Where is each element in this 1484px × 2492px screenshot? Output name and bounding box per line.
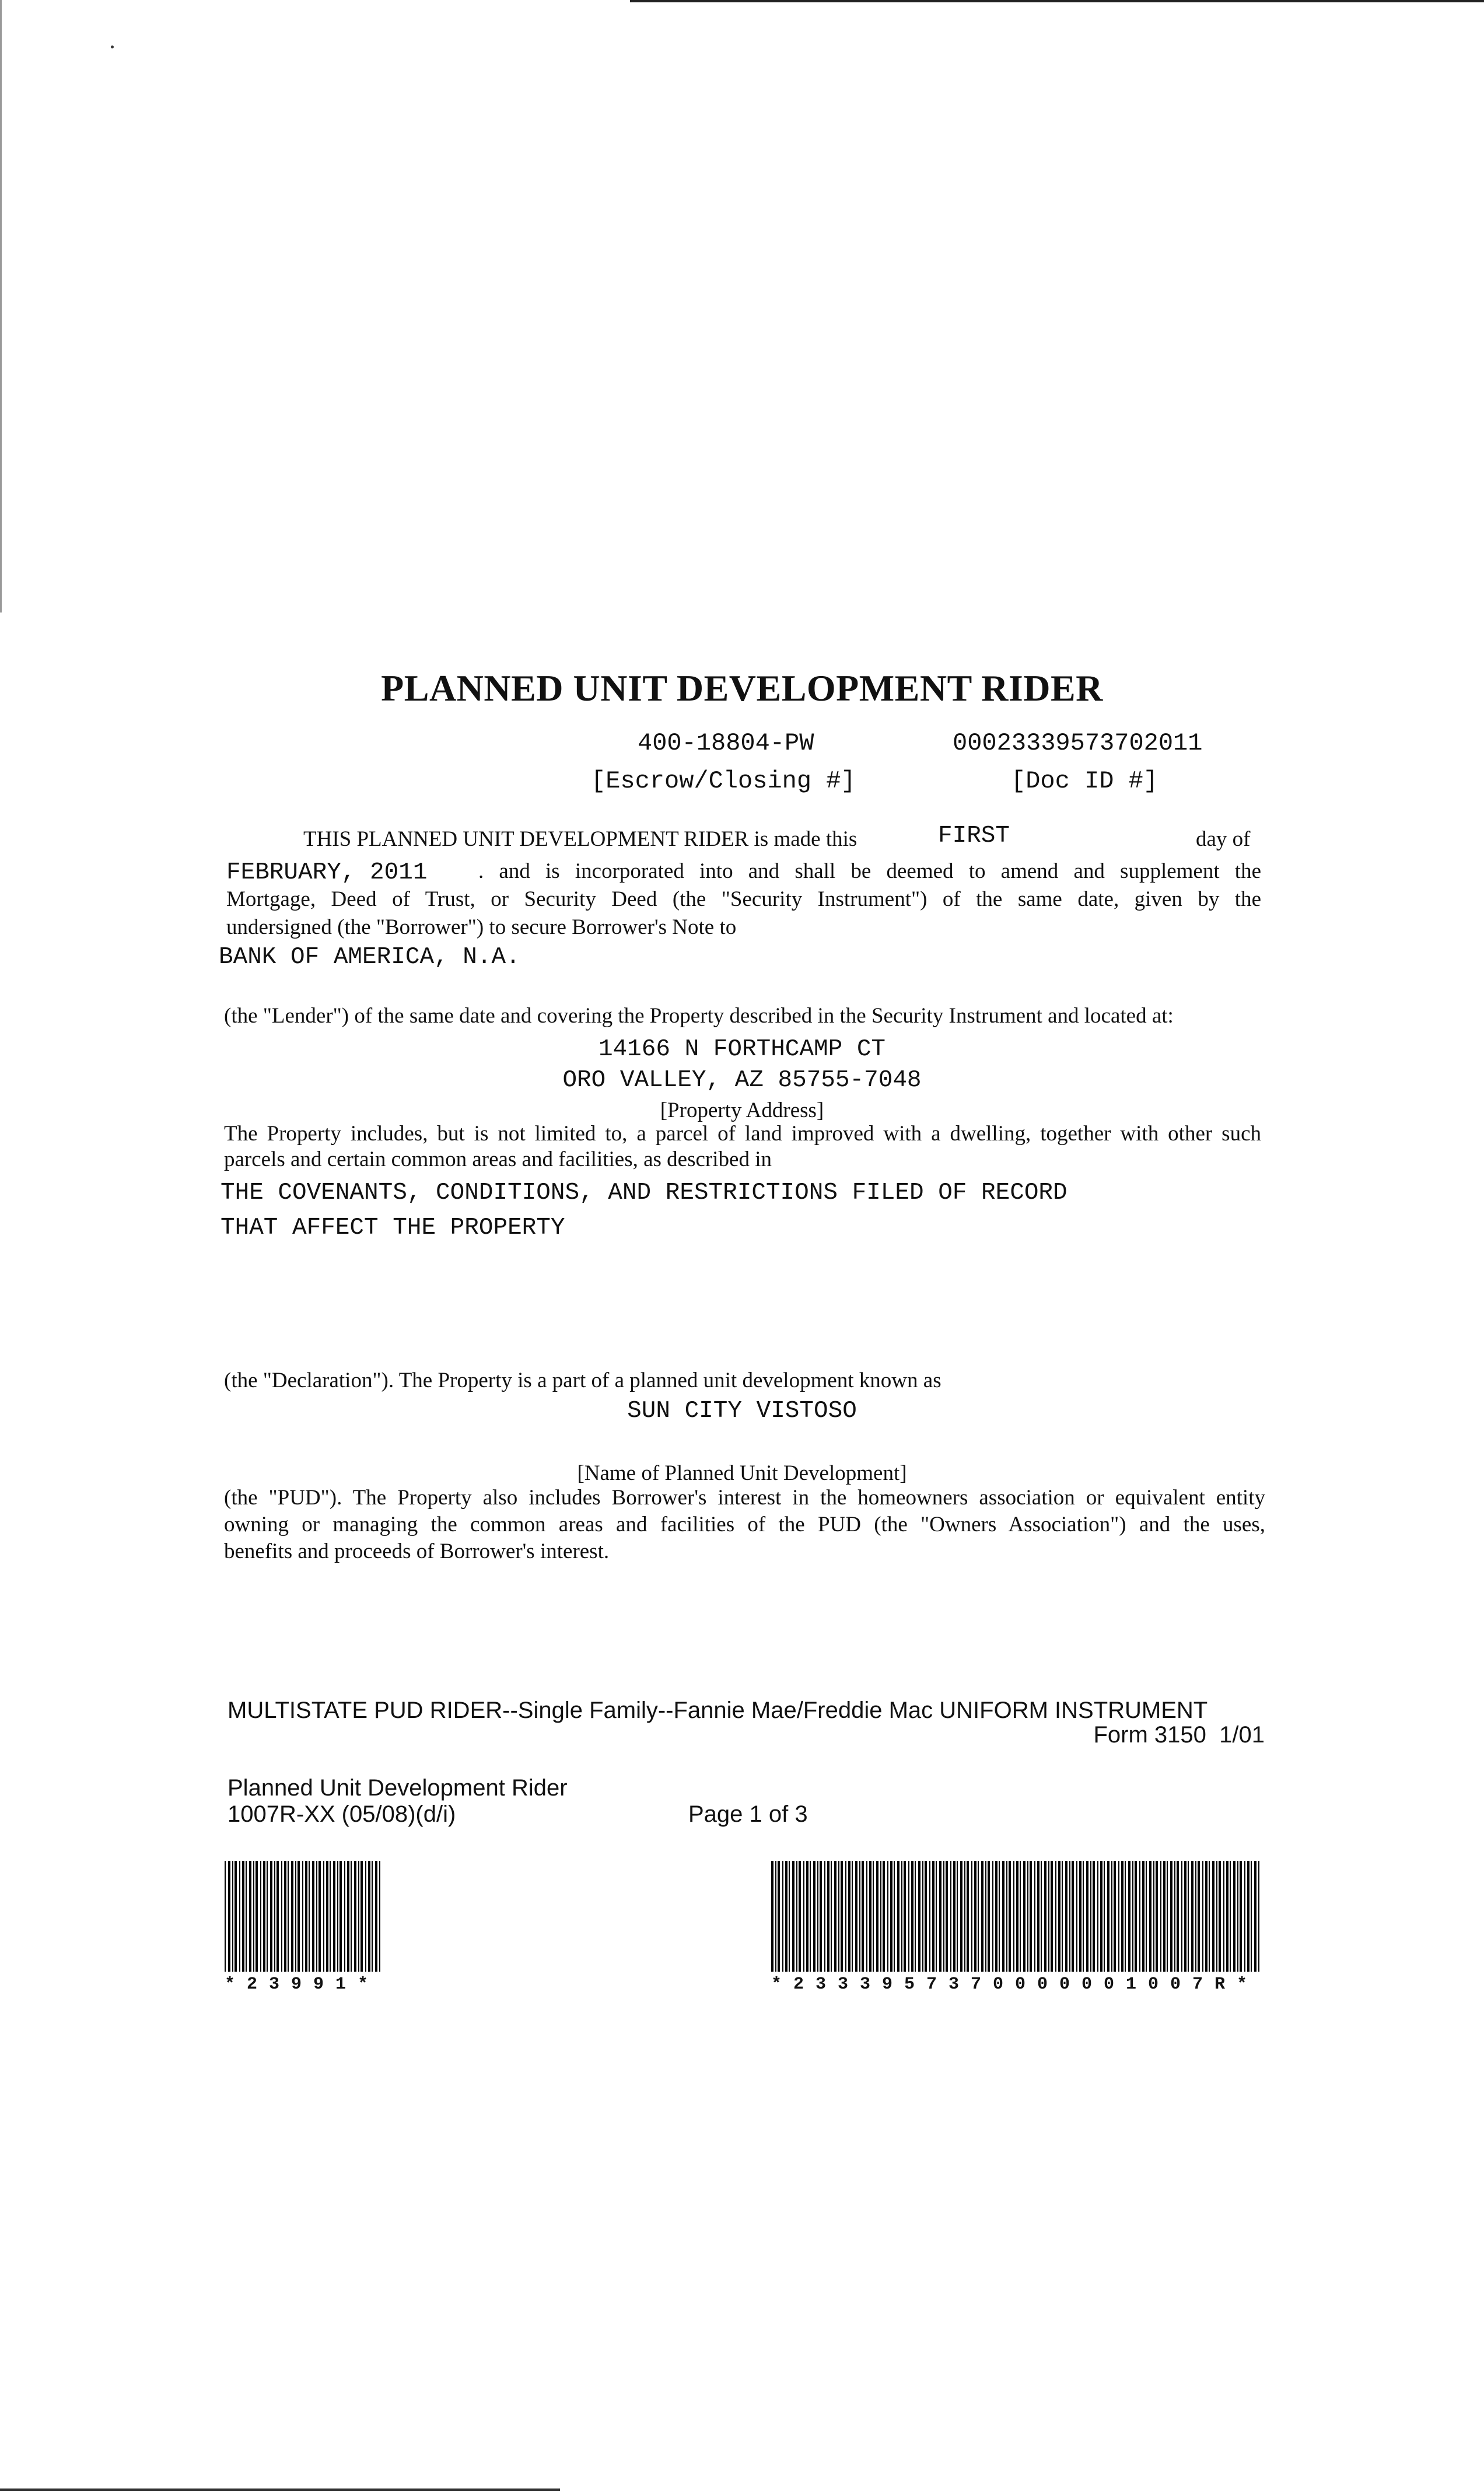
barcode-bar: [246, 1861, 247, 1972]
lender-name: BANK OF AMERICA, N.A.: [219, 944, 520, 971]
barcode-bar: [1048, 1861, 1049, 1972]
barcode-bar: [1198, 1861, 1200, 1972]
barcode-bar: [344, 1861, 345, 1972]
barcode-bar: [1041, 1861, 1042, 1972]
barcode-bar: [1233, 1861, 1236, 1972]
barcode-bar: [302, 1861, 303, 1972]
barcode-bar: [312, 1861, 314, 1972]
doc-id: 00023339573702011: [953, 729, 1203, 757]
barcode-bar: [1149, 1861, 1152, 1972]
barcode-bar: [379, 1861, 380, 1972]
para3-line4: benefits and proceeds of Borrower's interest.: [224, 1539, 610, 1563]
barcode-bar: [918, 1861, 921, 1972]
para3-line2: (the "PUD"). The Property also includes Borrower's interest in the homeowners association or equivalent entity: [224, 1486, 1265, 1510]
barcode-bar: [1107, 1861, 1110, 1972]
barcode-bar: [939, 1861, 942, 1972]
barcode-bar: [1247, 1861, 1250, 1972]
barcode-bar: [873, 1861, 874, 1972]
barcode-bar: [799, 1861, 801, 1972]
para1-lead: THIS PLANNED UNIT DEVELOPMENT RIDER is made this: [303, 827, 858, 851]
barcode-bar: [1016, 1861, 1019, 1972]
barcode-bar: [806, 1861, 808, 1972]
barcode-left-label: *23991*: [225, 1975, 380, 1994]
barcode-bar: [276, 1861, 279, 1972]
barcode-bar: [1212, 1861, 1214, 1972]
barcode-bar: [1079, 1861, 1082, 1972]
barcode-bar: [922, 1861, 923, 1972]
barcode-bar: [225, 1861, 226, 1972]
barcode-bar: [890, 1861, 892, 1972]
para2-line1: (the "Lender") of the same date and covering the Property described in the Security Instrument and located at:: [224, 1004, 1174, 1028]
barcode-bar: [1254, 1861, 1256, 1972]
barcode-bar: [971, 1861, 972, 1972]
barcode-bar: [855, 1861, 858, 1972]
barcode-bar: [992, 1861, 993, 1972]
para1-cont: . and is incorporated into and shall be deemed to amend and supplement the: [478, 859, 1261, 883]
barcode-bar: [253, 1861, 254, 1972]
barcode-bar: [967, 1861, 969, 1972]
barcode-bar: [1139, 1861, 1140, 1972]
barcode-bar: [883, 1861, 885, 1972]
barcode-bar: [323, 1861, 324, 1972]
barcode-bar: [1090, 1861, 1091, 1972]
barcode-bar: [824, 1861, 825, 1972]
barcode-bar: [820, 1861, 822, 1972]
form-name: Planned Unit Development Rider: [228, 1775, 568, 1801]
doc-id-label: [Doc ID #]: [1011, 767, 1158, 795]
barcode-bar: [1216, 1861, 1217, 1972]
barcode-bar: [228, 1861, 230, 1972]
barcode-bar: [985, 1861, 986, 1972]
barcode-bar: [869, 1861, 872, 1972]
day-value: FIRST: [938, 822, 1010, 849]
address-line1: 14166 N FORTHCAMP CT: [598, 1036, 886, 1063]
scan-edge-left: [0, 0, 2, 612]
barcode-bar: [978, 1861, 979, 1972]
barcode-bar: [375, 1861, 377, 1972]
barcode-bar: [1076, 1861, 1077, 1972]
barcode-bar: [915, 1861, 916, 1972]
barcode-bar: [834, 1861, 836, 1972]
barcode-bar: [785, 1861, 788, 1972]
barcode-bar: [1118, 1861, 1119, 1972]
barcode-bar: [848, 1861, 850, 1972]
barcode-bar: [1055, 1861, 1056, 1972]
barcode-bar: [372, 1861, 373, 1972]
barcode-bar: [1209, 1861, 1210, 1972]
barcode-bar: [1020, 1861, 1021, 1972]
barcode-bar: [901, 1861, 902, 1972]
barcode-bar: [1230, 1861, 1231, 1972]
covenants-line2: THAT AFFECT THE PROPERTY: [220, 1214, 565, 1241]
barcode-bar: [1009, 1861, 1011, 1972]
barcode-bar: [288, 1861, 289, 1972]
barcode-bar: [953, 1861, 956, 1972]
barcode-bar: [813, 1861, 816, 1972]
barcode-bar: [1195, 1861, 1196, 1972]
barcode-bar: [932, 1861, 935, 1972]
barcode-bar: [796, 1861, 797, 1972]
barcode-bar: [1237, 1861, 1238, 1972]
address-line2: ORO VALLEY, AZ 85755-7048: [562, 1067, 922, 1094]
day-of-label: day of: [1196, 827, 1251, 851]
barcode-bar: [326, 1861, 328, 1972]
barcode-bar: [887, 1861, 888, 1972]
barcode-bar: [270, 1861, 272, 1972]
barcode-bar: [876, 1861, 878, 1972]
barcode-bar: [1170, 1861, 1172, 1972]
barcode-bar: [1251, 1861, 1252, 1972]
barcode-bar: [1125, 1861, 1126, 1972]
barcode-bar: [904, 1861, 906, 1972]
barcode-bar: [1132, 1861, 1133, 1972]
barcode-bar: [330, 1861, 331, 1972]
barcode-bar: [340, 1861, 342, 1972]
barcode-bar: [291, 1861, 293, 1972]
barcode-bar: [274, 1861, 275, 1972]
address-label: [Property Address]: [660, 1098, 824, 1122]
barcode-bar: [817, 1861, 818, 1972]
barcode-bar: [1163, 1861, 1166, 1972]
barcode-bar: [1121, 1861, 1124, 1972]
barcode-bar: [368, 1861, 370, 1972]
form-number: Form 3150 1/01: [1093, 1722, 1265, 1748]
barcode-bar: [929, 1861, 930, 1972]
barcode-bar: [351, 1861, 352, 1972]
barcode-bar: [1006, 1861, 1007, 1972]
barcode-bar: [1058, 1861, 1060, 1972]
barcode-bar: [859, 1861, 860, 1972]
barcode-bar: [1037, 1861, 1040, 1972]
barcode-bar: [358, 1861, 359, 1972]
barcode-right: [771, 1861, 1260, 1972]
page-number: Page 1 of 3: [688, 1801, 808, 1827]
barcode-bar: [235, 1861, 237, 1972]
para2-line2: The Property includes, but is not limited to, a parcel of land improved with a dwelling, together with other such: [224, 1122, 1261, 1146]
barcode-bar: [263, 1861, 265, 1972]
barcode-bar: [1104, 1861, 1105, 1972]
barcode-bar: [1097, 1861, 1098, 1972]
barcode-bar: [778, 1861, 780, 1972]
barcode-bar: [1202, 1861, 1203, 1972]
barcode-bar: [360, 1861, 363, 1972]
pud-name: SUN CITY VISTOSO: [627, 1398, 857, 1424]
barcode-bar: [789, 1861, 790, 1972]
barcode-bar: [1258, 1861, 1259, 1972]
form-code: 1007R-XX (05/08)(d/i): [228, 1801, 456, 1827]
barcode-bar: [782, 1861, 783, 1972]
barcode-bar: [1156, 1861, 1158, 1972]
barcode-bar: [232, 1861, 233, 1972]
barcode-bar: [936, 1861, 937, 1972]
scan-edge-bottom: [0, 2488, 560, 2491]
barcode-bar: [831, 1861, 832, 1972]
barcode-bar: [1184, 1861, 1186, 1972]
barcode-bar: [845, 1861, 846, 1972]
barcode-bar: [1174, 1861, 1175, 1972]
barcode-bar: [1111, 1861, 1112, 1972]
barcode-bar: [1083, 1861, 1084, 1972]
barcode-bar: [1177, 1861, 1179, 1972]
barcode-bar: [897, 1861, 900, 1972]
barcode-bar: [239, 1861, 240, 1972]
barcode-bar: [1002, 1861, 1005, 1972]
barcode-bar: [1027, 1861, 1028, 1972]
barcode-bar: [866, 1861, 867, 1972]
barcode-bar: [1167, 1861, 1168, 1972]
para1-line3: Mortgage, Deed of Trust, or Security Deed (the "Security Instrument") of the same date, given by the: [226, 887, 1261, 911]
barcode-bar: [852, 1861, 853, 1972]
escrow-label: [Escrow/Closing #]: [591, 767, 856, 795]
barcode-right-label: *2333957370000001007R*: [771, 1975, 1259, 1994]
barcode-bar: [894, 1861, 895, 1972]
barcode-bar: [1065, 1861, 1068, 1972]
document-title: PLANNED UNIT DEVELOPMENT RIDER: [381, 667, 1103, 709]
barcode-bar: [1160, 1861, 1161, 1972]
barcode-bar: [1051, 1861, 1053, 1972]
barcode-bar: [1034, 1861, 1035, 1972]
barcode-bar: [1013, 1861, 1014, 1972]
barcode-bar: [1072, 1861, 1074, 1972]
barcode-bar: [995, 1861, 998, 1972]
barcode-bar: [911, 1861, 914, 1972]
barcode-bar: [950, 1861, 951, 1972]
barcode-bar: [981, 1861, 984, 1972]
barcode-bar: [964, 1861, 965, 1972]
barcode-bar: [792, 1861, 794, 1972]
barcode-bar: [305, 1861, 307, 1972]
barcode-bar: [347, 1861, 349, 1972]
pud-label: [Name of Planned Unit Development]: [577, 1461, 907, 1485]
barcode-bar: [1142, 1861, 1144, 1972]
barcode-bar: [775, 1861, 776, 1972]
barcode-bar: [827, 1861, 830, 1972]
barcode-bar: [771, 1861, 774, 1972]
barcode-bar: [1153, 1861, 1154, 1972]
barcode-bar: [1244, 1861, 1245, 1972]
barcode-bar: [316, 1861, 317, 1972]
barcode-bar: [957, 1861, 958, 1972]
barcode-bar: [1240, 1861, 1242, 1972]
para3-line3: owning or managing the common areas and facilities of the PUD (the "Owners Association") and the uses,: [224, 1513, 1265, 1536]
barcode-bar: [1219, 1861, 1221, 1972]
barcode-left: [225, 1861, 383, 1972]
barcode-bar: [256, 1861, 258, 1972]
barcode-bar: [880, 1861, 881, 1972]
barcode-bar: [309, 1861, 310, 1972]
barcode-bar: [862, 1861, 864, 1972]
scan-speck: [111, 46, 114, 48]
barcode-bar: [803, 1861, 804, 1972]
para1-line4: undersigned (the "Borrower") to secure Borrower's Note to: [226, 915, 737, 939]
barcode-bar: [1205, 1861, 1208, 1972]
barcode-bar: [281, 1861, 282, 1972]
barcode-bar: [1223, 1861, 1224, 1972]
barcode-bar: [1086, 1861, 1088, 1972]
barcode-bar: [365, 1861, 366, 1972]
escrow-number: 400-18804-PW: [638, 729, 814, 757]
barcode-bar: [1114, 1861, 1116, 1972]
barcode-bar: [1044, 1861, 1046, 1972]
barcode-bar: [1146, 1861, 1147, 1972]
covenants-line1: THE COVENANTS, CONDITIONS, AND RESTRICTIONS FILED OF RECORD: [220, 1180, 1068, 1206]
barcode-bar: [838, 1861, 839, 1972]
barcode-bar: [841, 1861, 843, 1972]
barcode-bar: [295, 1861, 296, 1972]
barcode-bar: [1030, 1861, 1032, 1972]
month-year-value: FEBRUARY, 2011: [226, 859, 428, 886]
barcode-bar: [1181, 1861, 1182, 1972]
barcode-bar: [810, 1861, 811, 1972]
barcode-bar: [284, 1861, 286, 1972]
barcode-bar: [260, 1861, 261, 1972]
barcode-bar: [1128, 1861, 1130, 1972]
barcode-bar: [925, 1861, 927, 1972]
para2-line3: parcels and certain common areas and facilities, as described in: [224, 1147, 772, 1171]
barcode-bar: [960, 1861, 963, 1972]
barcode-bar: [298, 1861, 300, 1972]
barcode-bar: [1100, 1861, 1102, 1972]
barcode-bar: [242, 1861, 244, 1972]
barcode-bar: [354, 1861, 356, 1972]
barcode-bar: [318, 1861, 321, 1972]
barcode-bar: [1226, 1861, 1228, 1972]
barcode-bar: [249, 1861, 251, 1972]
barcode-bar: [974, 1861, 977, 1972]
barcode-bar: [999, 1861, 1000, 1972]
barcode-bar: [908, 1861, 909, 1972]
scan-edge-top: [630, 0, 1484, 2]
multistate-label: MULTISTATE PUD RIDER--Single Family--Fannie Mae/Freddie Mac UNIFORM INSTRUMENT: [228, 1698, 1208, 1723]
barcode-bar: [943, 1861, 944, 1972]
barcode-bar: [1069, 1861, 1070, 1972]
barcode-bar: [267, 1861, 268, 1972]
para3-line1: (the "Declaration"). The Property is a part of a planned unit development known as: [224, 1368, 942, 1392]
barcode-bar: [1023, 1861, 1026, 1972]
barcode-bar: [988, 1861, 990, 1972]
barcode-bar: [1062, 1861, 1063, 1972]
barcode-bar: [1188, 1861, 1189, 1972]
barcode-bar: [337, 1861, 338, 1972]
barcode-bar: [1093, 1861, 1095, 1972]
barcode-bar: [333, 1861, 335, 1972]
barcode-bar: [1135, 1861, 1137, 1972]
barcode-bar: [946, 1861, 948, 1972]
barcode-bar: [1191, 1861, 1194, 1972]
